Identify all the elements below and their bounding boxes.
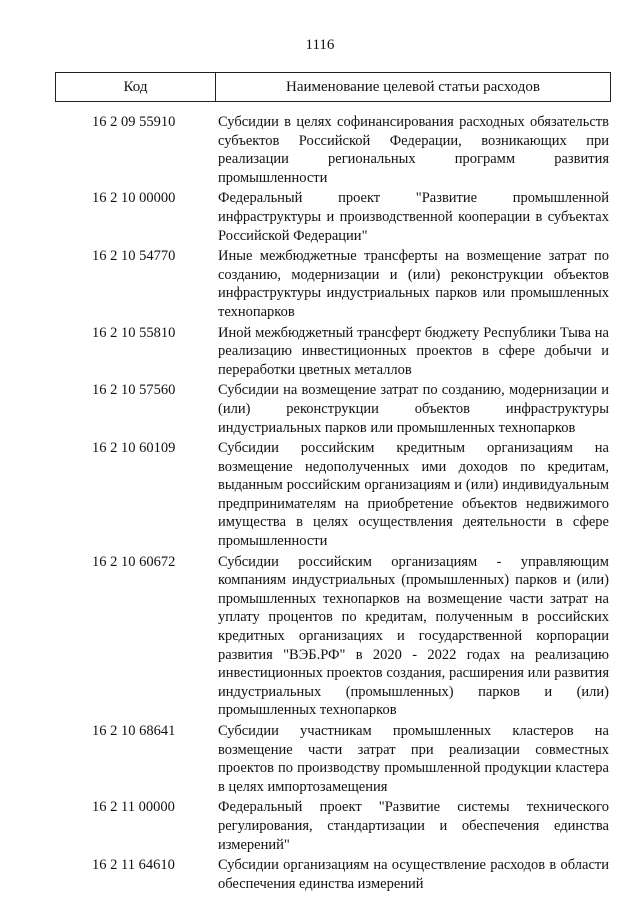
table-body (55, 113, 611, 895)
table-header (55, 72, 611, 102)
row-code: 16 2 10 60672 (92, 553, 176, 570)
row-name: Субсидии российским организациям - управляющим компаниям индустриальных (промышленных) парков и (или) промышленных технопарков на возмещение части затрат на уплату процентов по кредитам, полученным в российских кредитных организациях и государственной корпорации развития "ВЭБ.РФ" в 2020 - 2022 годах на реализацию инвестиционных проектов создания, расширения или развития индустриальных (промышленных) парков и (или) промышленных технопарков (218, 553, 609, 719)
row-code: 16 2 10 54770 (92, 248, 176, 265)
row-name: Субсидии участникам промышленных кластеров на возмещение части затрат при реализации совместных проектов по производству промышленной продукции кластера в целях импортозамещения (218, 723, 609, 795)
row-code: 16 2 10 57560 (92, 382, 176, 399)
row-code: 16 2 10 60109 (92, 440, 176, 457)
row-name: Субсидии российским кредитным организациям на возмещение недополученных ими доходов по кредитам, выданным российским организациям и (или) индивидуальным предпринимателям на приобретение объектов недвижимого имущества в целях осуществления деятельности в сфере промышленности (218, 440, 609, 550)
row-code: 16 2 10 55810 (92, 324, 176, 341)
header-code: Код (56, 73, 216, 101)
row-name: Федеральный проект "Развитие системы технического регулирования, стандартизации и обеспечения единства измерений" (218, 799, 609, 853)
header-name: Наименование целевой статьи расходов (286, 78, 540, 95)
page-number: 1116 (305, 37, 335, 53)
row-code: 16 2 11 64610 (92, 857, 175, 874)
table-row (55, 856, 611, 893)
row-name: Федеральный проект "Развитие промышленной инфраструктуры и производственной кооперации в субъектах Российской Федерации" (218, 190, 609, 244)
row-name: Иные межбюджетные трансферты на возмещение затрат по созданию, модернизации и (или) реконструкции объектов инфраструктуры индустриальных парков или промышленных технопарков (218, 248, 609, 320)
table-row (55, 439, 611, 551)
row-name: Субсидии организациям на осуществление расходов в области обеспечения единства измерений (218, 857, 609, 892)
row-code: 16 2 10 68641 (92, 723, 176, 739)
table-row (55, 553, 611, 720)
table-row (55, 189, 611, 245)
row-name: Иной межбюджетный трансферт бюджету Республики Тыва на реализацию инвестиционных проектов в сфере добычи и переработки цветных металлов (218, 324, 609, 378)
row-code: 16 2 09 55910 (92, 114, 176, 130)
row-name: Субсидии в целях софинансирования расходных обязательств субъектов Российской Федерации, возникающих при реализации региональных программ развития промышленности (218, 114, 609, 186)
table-row (55, 324, 611, 380)
row-code: 16 2 11 00000 (92, 799, 175, 816)
table-row (55, 113, 611, 187)
table-row (55, 247, 611, 321)
table-row (55, 722, 611, 796)
row-code: 16 2 10 00000 (92, 190, 176, 207)
table-row (55, 798, 611, 854)
row-name: Субсидии на возмещение затрат по созданию, модернизации и (или) реконструкции объектов инфраструктуры индустриальных парков или промышленных технопарков (218, 382, 609, 436)
table-row (55, 381, 611, 437)
